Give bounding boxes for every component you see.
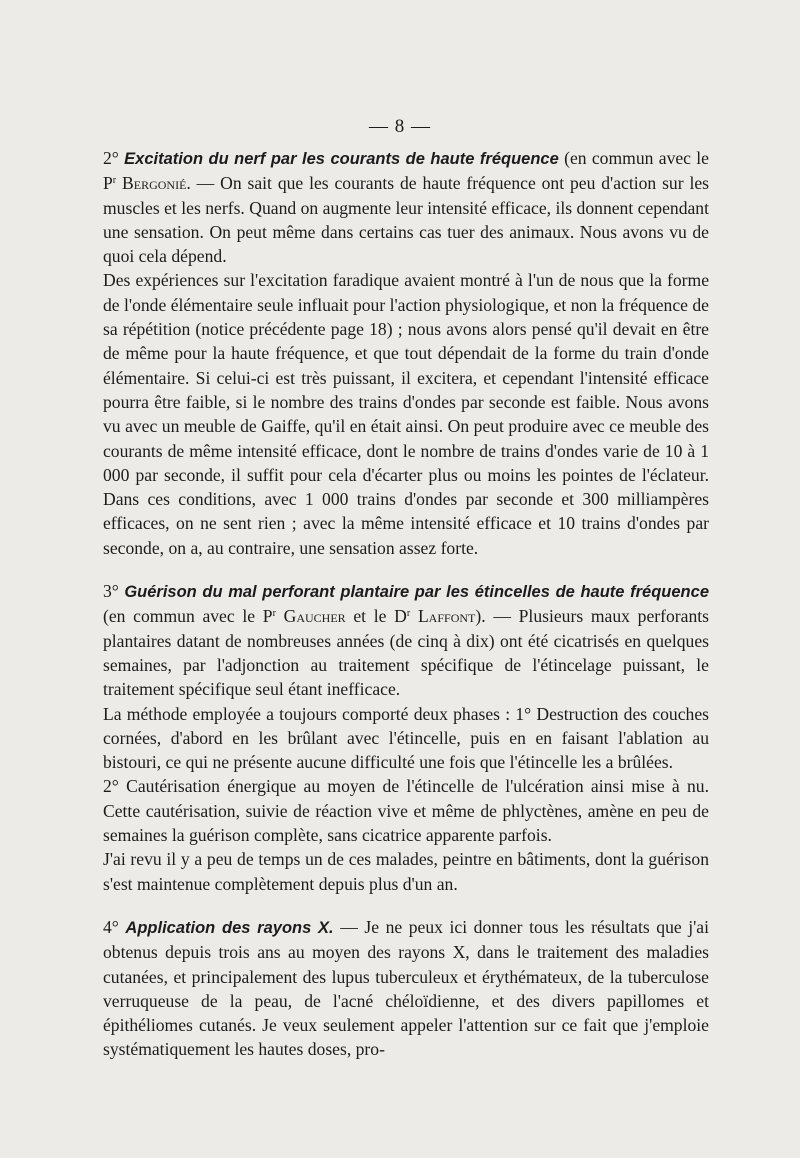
attribution-name-2: Laffont — [410, 606, 476, 627]
section-intro: — On sait que les courants de haute fréquence ont peu d'action sur les muscles et les nerfs. Quand on augmente leur intensité efficace, ils donnent cependant une sensation. On peut même dans certains cas tuer des animaux. Nous avons vu de quoi cela dépend. — [103, 173, 709, 267]
paragraph: La méthode employée a toujours comporté deux phases : 1° Destruction des couches cornées, d'abord en les brûlant avec l'étincelle, puis en en faisant l'ablation au bistouri, ce qui ne présente aucune difficulté une fois que l'étincelle les a brûlées. — [103, 703, 709, 773]
section-title: Application des rayons X. — [125, 918, 334, 937]
section-heading-paragraph — [103, 579, 709, 701]
attribution-close: . — [186, 173, 191, 194]
section-intro: — Je ne peux ici donner tous les résultats que j'ai obtenus depuis trois ans au moyen des rayons X, dans le traitement des maladies cutanées, et principalement des lupus tuberculeux et érythémateux, de la tuberculose verruqueuse de la peau, de l'acné chéloïdienne, et des divers papillomes et épithéliomes cutanés. Je veux seulement appeler l'attention sur ce fait que j'emploie systématiquement les hautes doses, pro- — [103, 916, 710, 1060]
paragraph: Des expériences sur l'excitation faradique avaient montré à l'un de nous que la forme de l'onde élémentaire seule influait pour l'action physiologique, et non la fréquence de sa répétition (notice précédente page 18) ; nous avons alors pensé qu'il devait en être de même pour la haute fréquence, et que tout dépendait de la forme du train d'onde élémentaire. Si celui-ci est très puissant, il excitera, et cependant l'intensité efficace pourra être faible, si le nombre des trains d'ondes par seconde est faible. Nous avons vu avec un meuble de Gaiffe, qu'il en était ainsi. On peut produire avec ce meuble des courants de même intensité efficace, dont le nombre de trains d'ondes varie de 10 à 1 000 par seconde, il suffit pour cela d'écarter plus ou moins les pointes de l'éclateur. Dans ces conditions, avec 1 000 trains d'ondes par seconde et 300 milliampères efficaces, on ne sent rien ; avec la même intensité efficace et 10 trains d'ondes par seconde, on a, au contraire, une sensation assez forte. — [103, 270, 709, 558]
attribution-mid: et le D — [345, 606, 407, 627]
section-title: Guérison du mal perforant plantaire par les étincelles de haute fréquence — [124, 583, 709, 602]
attribution-open: (en commun avec le P — [103, 606, 273, 627]
section-number: 3° — [103, 581, 119, 602]
paragraph: J'ai revu il y a peu de temps un de ces malades, peintre en bâtiments, dont la guérison s'est maintenue complètement depuis plus d'un an. — [103, 849, 709, 894]
attribution-sup: r — [272, 608, 276, 620]
page-number: — 8 — — [369, 116, 431, 137]
section-heading-paragraph — [103, 146, 709, 268]
attribution-name: Gaucher — [275, 606, 346, 627]
paragraph: 2° Cautérisation énergique au moyen de l'étincelle de l'ulcération ainsi mise à nu. Cette cautérisation, suivie de réaction vive et même de phlyctènes, amène en peu de semaines la guérison complète, sans cicatrice apparente parfois. — [103, 776, 709, 846]
attribution-close: ). — [475, 606, 486, 627]
section-2 — [103, 146, 709, 560]
section-3 — [103, 579, 709, 896]
attribution-open: (en commun avec le P — [103, 148, 709, 194]
section-title: Excitation du nerf par les courants de haute fréquence — [124, 150, 559, 168]
attribution-name: Bergonié — [116, 173, 187, 194]
section-heading-paragraph — [103, 915, 709, 1062]
document-body — [103, 146, 709, 1062]
attribution-sup: r — [112, 175, 117, 187]
section-intro: — Plusieurs maux perforants plantaires datant de nombreuses années (de cinq à dix) ont été cicatrisés en quelques semaines, par l'adjonction au traitement spécifique de l'étincelage puissant, le traitement spécifique seul étant inefficace. — [103, 606, 709, 700]
attribution-sup-2: r — [406, 608, 411, 620]
section-4 — [103, 915, 709, 1062]
section-number: 2° — [103, 148, 119, 168]
section-number: 4° — [103, 916, 119, 937]
